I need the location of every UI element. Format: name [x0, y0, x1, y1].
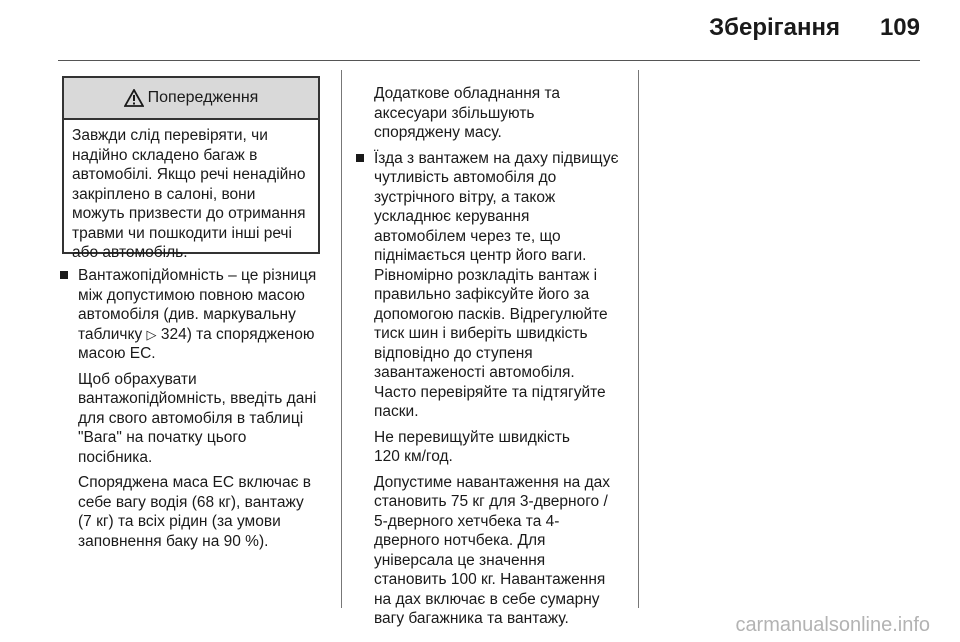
watermark-link[interactable]: carmanualsonline.info — [735, 614, 930, 636]
text-line: себе вагу водія (68 кг), вантажу — [78, 493, 304, 511]
paragraph-speed-limit — [356, 428, 636, 467]
warning-header — [64, 78, 318, 120]
text-line: Часто перевіряйте та підтягуйте — [374, 383, 606, 401]
page-number: 109 — [879, 14, 920, 41]
text-line: Споряджена маса ЕС включає в — [78, 474, 312, 491]
warning-line: закріплено в салоні, вони — [72, 185, 256, 203]
text-line: автомобілем через те, що — [374, 227, 561, 245]
text-line: дверного нотчбека. Для — [374, 532, 546, 549]
text-line: між допустимою повною масою — [78, 286, 305, 304]
bullet-square-icon — [356, 154, 364, 162]
warning-line: можуть призвести до отримання — [72, 205, 306, 222]
text-line: посібника. — [78, 448, 153, 466]
bullet-item-roof-load — [356, 149, 636, 422]
text-line: Рівномірно розкладіть вантаж і — [374, 266, 598, 284]
text-line: масою ЕС. — [78, 345, 156, 362]
text-line: (7 кг) та всіх рідин (за умови — [78, 513, 281, 530]
text-line: для свого автомобіля в таблиці — [78, 409, 304, 427]
warning-text — [64, 120, 318, 263]
section-title: Зберігання — [709, 14, 840, 41]
right-column-text — [356, 78, 636, 629]
column-divider-1 — [341, 70, 342, 608]
warning-line: надійно складено багаж в — [72, 146, 258, 164]
text-line: споряджену масу. — [374, 124, 502, 141]
text-line: чутливість автомобіля до — [374, 169, 557, 186]
left-column-text — [60, 266, 338, 551]
text-line: універсала це значення — [374, 551, 546, 569]
text-line: Не перевищуйте швидкість — [374, 428, 570, 446]
header-divider — [58, 60, 920, 61]
text-line: аксесуари збільшують — [374, 104, 535, 122]
bullet-item-payload — [60, 266, 338, 364]
text-line: допомогою пасків. Відрегулюйте — [374, 305, 608, 323]
text-line: вагу багажника та вантажу. — [374, 610, 569, 627]
text-line: 5-дверного хетчбека та 4- — [374, 512, 560, 530]
text-line: тиск шин і виберіть швидкість — [374, 325, 588, 342]
text-line: Щоб обрахувати — [78, 370, 197, 388]
column-divider-2 — [638, 70, 639, 608]
text-line: заповнення баку на 90 %). — [78, 532, 269, 550]
warning-heading: Попередження — [147, 89, 259, 106]
text-line: відповідно до ступеня — [374, 344, 533, 362]
text-line: вантажопідйомність, введіть дані — [78, 390, 317, 407]
paragraph-calc — [60, 370, 338, 468]
text-line: Додаткове обладнання та — [374, 85, 560, 102]
bullet-square-icon — [60, 271, 68, 279]
warning-line: автомобілі. Якщо речі ненадійно — [72, 166, 306, 183]
paragraph-curb-weight — [60, 473, 338, 551]
text-fragment: табличку — [78, 325, 147, 343]
text-line: становить 75 кг для 3-дверного / — [374, 493, 608, 510]
warning-line: травми чи пошкодити інші речі — [72, 224, 292, 242]
text-line: становить 100 кг. Навантаження — [374, 571, 606, 588]
text-line: завантаженості автомобіля. — [374, 364, 575, 381]
page-ref-arrow-icon: ▷ — [146, 326, 157, 342]
text-line: ускладнює керування — [374, 208, 530, 225]
warning-triangle-icon — [124, 89, 144, 107]
text-line: Вантажопідйомність – це різниця — [78, 267, 317, 284]
text-line: зустрічного вітру, а також — [374, 188, 556, 206]
text-line: на дах включає в себе сумарну — [374, 590, 600, 608]
text-line: Допустиме навантаження на дах — [374, 473, 611, 491]
paragraph-accessories — [356, 84, 636, 143]
text-fragment: 324) та спорядженою — [156, 325, 315, 343]
text-line: правильно зафіксуйте його за — [374, 286, 590, 303]
text-line: піднімається центр його ваги. — [374, 247, 587, 264]
text-line: автомобіля (див. маркувальну — [78, 306, 296, 323]
text-line: паски. — [374, 403, 419, 420]
text-line: "Вага" на початку цього — [78, 429, 247, 446]
warning-line: або автомобіль. — [72, 244, 188, 261]
text-line: 120 км/год. — [374, 448, 453, 465]
text-line: Їзда з вантажем на даху підвищує — [374, 149, 619, 167]
text-line — [78, 325, 338, 345]
warning-box — [62, 76, 320, 261]
paragraph-roof-load-limits — [356, 473, 636, 629]
warning-line: Завжди слід перевіряти, чи — [72, 127, 268, 144]
